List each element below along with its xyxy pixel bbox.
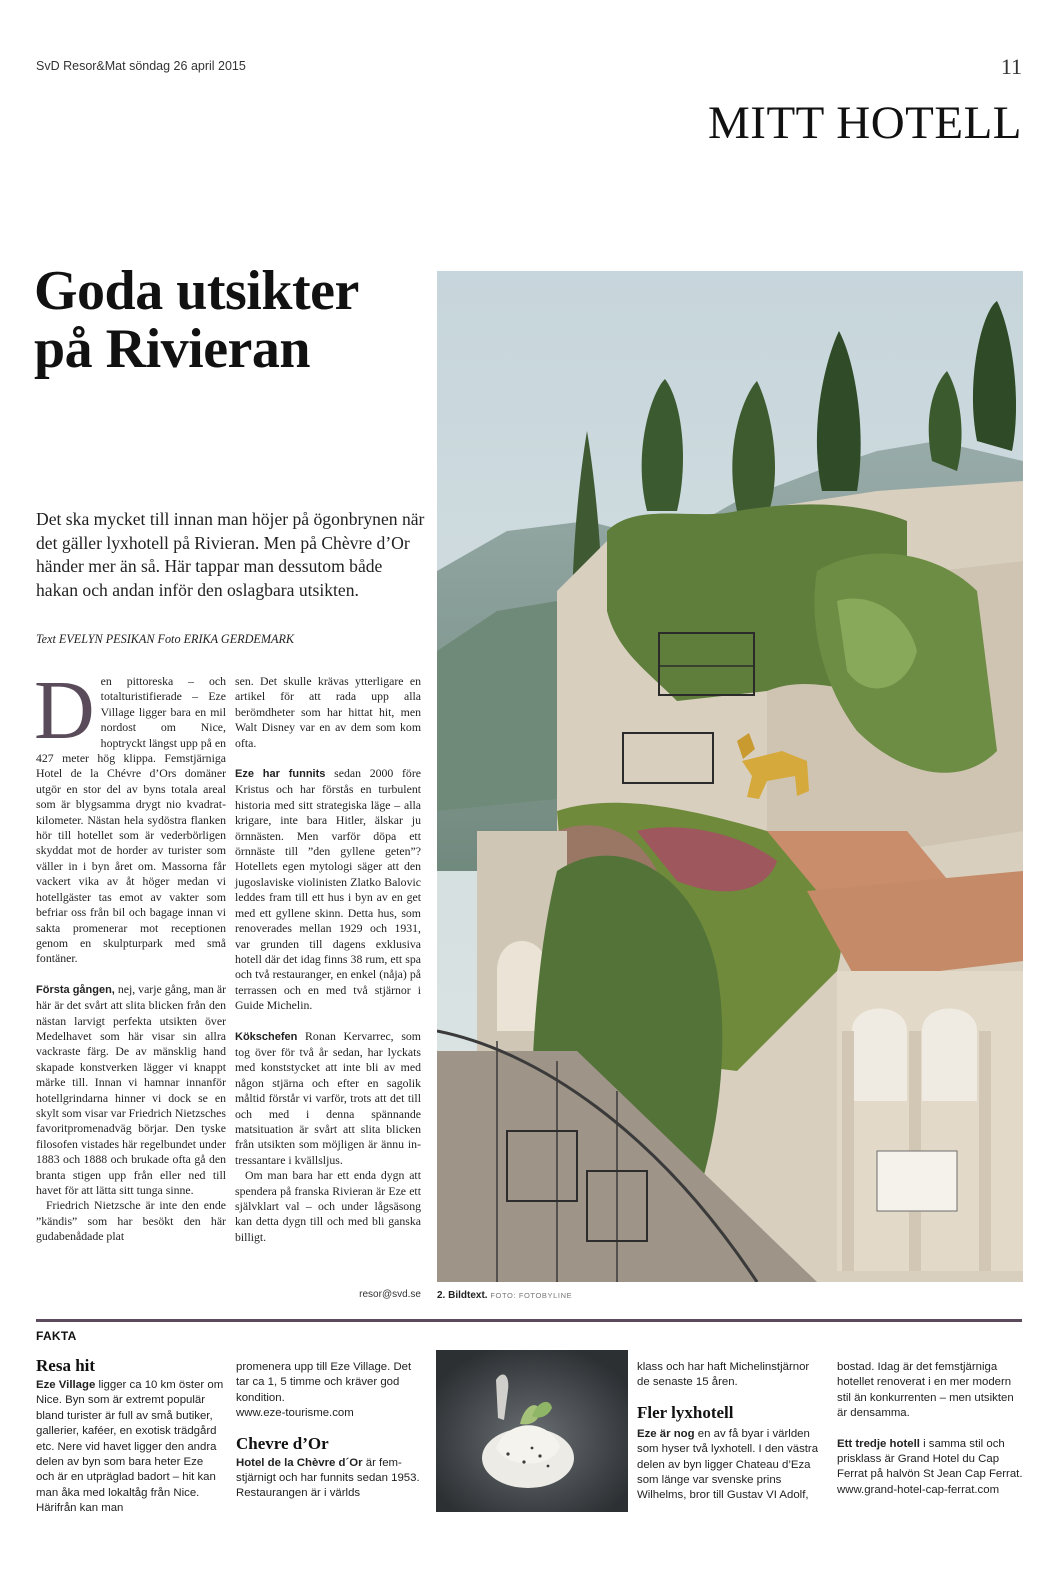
hotel-photo <box>437 271 1023 1282</box>
body-column-1 <box>34 664 227 1245</box>
fakta-column-2 <box>236 1360 426 1502</box>
paragraph-lead-in: Första gången, <box>36 983 115 996</box>
fakta-heading: Fler lyxhotell <box>637 1402 734 1422</box>
fakta-label: FAKTA <box>36 1329 77 1343</box>
body-paragraph: Eze har funnits sedan 2000 före Kristus och har förstås en turbulent historia med sitt strategiska läge – alla krigare, inte bara Hitler, älskar ju örnnästen. Men varför döpa ett örnnäste till ”den gyllene geten”? Hotellets egen mytologi säger att den jugoslaviske violinisten Zlatko Balovic leddes fram till ett hus i byn av en get med ett gyllene skinn. Detta hus, som renoverades mellan 1929 och 1931, var grunden till dagens exklusiva hotell där det idag finns 38 rum, ett spa och två restauranger, en enkel (nåja) på terrassen och en med två stjärnor i Guide Michelin. <box>235 766 421 1013</box>
fakta-link: www.eze-tourisme.com <box>236 1407 354 1420</box>
fakta-column-4 <box>837 1360 1025 1498</box>
photo-caption: 2. Bildtext. FOTO: FOTOBYLINE <box>437 1290 573 1301</box>
fakta-heading: Chevre d’Or <box>236 1433 329 1453</box>
lead-paragraph: Det ska mycket till innan man höjer på ögonbrynen när det gäller lyxhotell på Rivieran. Men på Chèvre d’Or händer mer än så. Här tappar man dessutom både hakan och andan inför den oslagbara utsikten. <box>36 509 425 600</box>
body-column-2 <box>235 674 421 1245</box>
masthead: SvD Resor&Mat söndag 26 april 2015 <box>36 59 246 73</box>
headline <box>34 262 434 378</box>
drop-cap: D <box>34 664 95 757</box>
fakta-divider <box>36 1319 1022 1322</box>
fakta-column-3 <box>637 1360 825 1504</box>
body-paragraph: Om man bara har ett enda dygn att spendera på franska Rivieran är Eze ett självklart val – och under lågsäsong kan detta dygn till och med bli ganska billigt. <box>235 1168 421 1244</box>
section-title: MITT HOTELL <box>708 97 1022 149</box>
food-photo <box>436 1350 628 1512</box>
fakta-link: www.grand-hotel-cap-ferrat.com <box>837 1483 1000 1496</box>
body-paragraph: Friedrich Nietzsche är inte den ende ”kändis” som har besökt den här gudabenådade plat <box>36 1198 226 1244</box>
body-paragraph: Första gången, nej, varje gång, man är här är det svårt att slita blicken från den nästan larvigt perfekta utsikten över Medelhavet som här visar sin allra vackraste färg. De av mänsklig hand skapade konstverken lägger vi knappt märke till. Innan vi hamnar innanför hotellgrindarna hinner vi dock se en skylt som visar var Friedrich Nietzsches favoritpromenadväg börjar. Den tyske filosofen vistades här regelbundet under 1883 och 1888 och brukade ofta gå den branta stigen upp från eller ned till havet för att lätta sitt tunga sinne. <box>36 981 227 1197</box>
fakta-paragraph: Eze Village ligger ca 10 km öster om Nice. Byn som är extremt populär bland turister är full av små butiker, gallerier, kaféer, en exotisk trädgård etc. Nere vid havet ligger den andra delen av byn som bara heter Eze och är en utpräglad badort – hit kan man åka med lokaltåg från Nice. Härifrån kan man <box>36 1379 224 1515</box>
fakta-paragraph: Ett tredje hotell i samma stil och prisklass är Grand Hotel du Cap Ferrat på halvön St Jean Cap Ferrat. <box>837 1437 1023 1481</box>
fakta-paragraph: klass och har haft Michelinstjärnor de senaste 15 åren. <box>637 1361 810 1389</box>
paragraph-lead-in: Eze har funnits <box>235 768 326 781</box>
body-paragraph: sen. Det skulle krävas ytterligare en artikel för att rada upp alla berömdheter som har hittat hit, men Walt Disney var en av dem som kom ofta. <box>235 674 421 750</box>
byline: Text EVELYN PESIKAN Foto ERIKA GERDEMARK <box>36 632 295 646</box>
body-paragraph: Den pittoreska – och totalturistifierade – Eze Village ligger bara en mil nordost om Nice, hoptryckt längst upp på en 427 meter hög klippa. Femstjärniga Hotel de la Chévre d’Ors domäner utgör en stor del av byns totala areal som är blygsamma drygt nio kvadratkilometer. Nästan hela sydöstra flanken hör till hotellet som är vederbörligen skyddat mot de horder av turister som väller in i byn året om. Massorna får vackert vika av åt höger medan vi hotellgäster tas emot av vakter som befriar oss från bil och bagage innan vi sakta promenerar mot receptionen genom en skulpturpark med små fontäner. <box>34 664 226 966</box>
page-number: 11 <box>1000 54 1022 79</box>
fakta-paragraph: promenera upp till Eze Village. Det tar ca 1, 5 timme och kräver god kondition. <box>236 1361 412 1404</box>
headline-line-1: Goda utsikter <box>34 260 359 322</box>
headline-line-2: på Rivieran <box>34 318 311 380</box>
photo-credit: FOTO: FOTOBYLINE <box>490 1291 573 1300</box>
author-email: resor@svd.se <box>359 1289 421 1300</box>
fakta-paragraph: Hotel de la Chèvre d´Or är femstjärnigt och har funnits sedan 1953. Restaurangen är i världs <box>236 1456 420 1500</box>
fakta-heading: Resa hit <box>36 1356 96 1375</box>
fakta-column-1 <box>36 1356 224 1517</box>
body-paragraph: Kökschefen Ronan Kervarrec, som tog över för två år sedan, har lyckats med konststycket att inte bli av med någon stjärna och efter en sagolik måltid förstår vi varför, trots att det till och med i denna spännande matsituation är svårt att slita blicken från utsikten som möjligen är ännu intressantare i kvällsljus. <box>235 1028 421 1167</box>
fakta-paragraph: bostad. Idag är det femstjärniga hotellet renoverat i en mer modern stil än konkurrenten – men utsikten är densamma. <box>837 1361 1014 1420</box>
fakta-paragraph: Eze är nog en av få byar i världen som hyser två lyxhotell. I den västra delen av byn ligger Chateau d’Eza som länge var svenske prins Wilhelms, bror till Gustav VI Adolf, <box>637 1427 819 1502</box>
paragraph-lead-in: Kökschefen <box>235 1030 298 1043</box>
